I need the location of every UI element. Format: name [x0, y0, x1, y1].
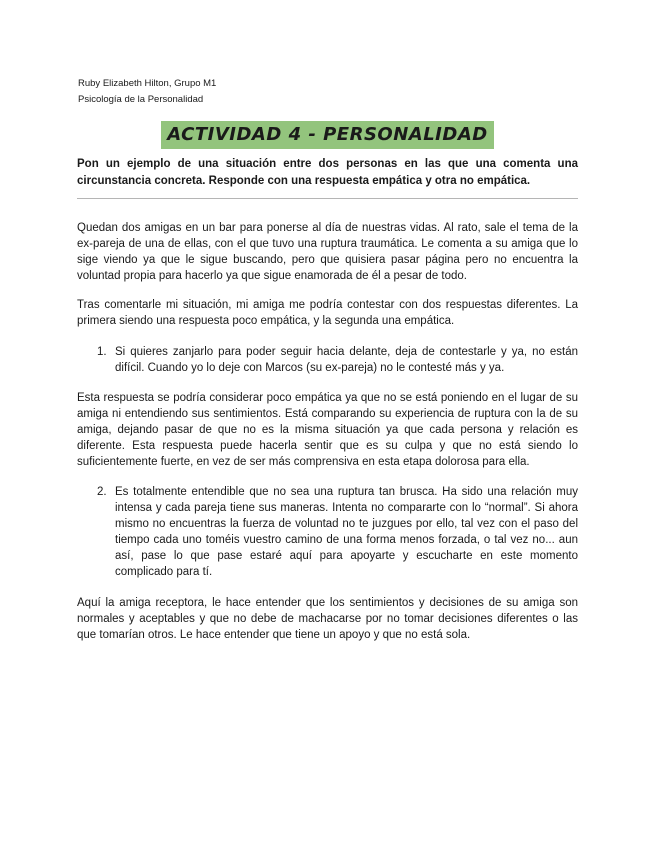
page-title: ACTIVIDAD 4 - PERSONALIDAD	[161, 121, 493, 149]
paragraph-empathic-analysis: Aquí la amiga receptora, le hace entender que los sentimientos y decisiones de su amiga son normales y aceptables y que no debe de machacarse por no tomar decisiones diferentes o las que tomarían otros. Le hace entender que tiene un apoyo y que no está sola.	[77, 597, 578, 641]
list-item-number: 1.	[97, 346, 107, 358]
activity-prompt: Pon un ejemplo de una situación entre dos personas en las que una comenta una circunstancia concreta. Responde con una respuesta empática y otra no empática.	[77, 158, 578, 187]
list-item	[97, 484, 578, 580]
list-item	[97, 344, 578, 376]
paragraph-non-empathic-analysis: Esta respuesta se podría considerar poco empática ya que no se está poniendo en el lugar de su amiga ni entendiendo sus sentimientos. Está comparando su experiencia de ruptura con la de su amiga, dejando pasar de que no es la misma situación ya que cada persona y relación es diferente. Esta respuesta puede hacerla sentir que es su culpa y que no está siendo lo suficientemente fuerte, en vez de ser más comprensiva en esta etapa dolorosa para ella.	[77, 392, 578, 468]
document-header	[78, 76, 216, 108]
author-line: Ruby Elizabeth Hilton, Grupo M1	[78, 78, 217, 89]
list-item-text: Es totalmente entendible que no sea una ruptura tan brusca. Ha sido una relación muy intensa y cada pareja tiene sus maneras. Intenta no compararte con lo “normal”. Si ahora mismo no encuentras la fuerza de voluntad no te juzgues por ello, tal vez con el paso del tiempo cada uno toméis vuestro camino de una forma menos forzada, o tal vez no... aun así, pase lo que pase estaré aquí para apoyarte y escucharte en este momento complicado para tí.	[115, 486, 578, 578]
list-item-number: 2.	[97, 486, 107, 498]
course-line: Psicología de la Personalidad	[78, 94, 204, 105]
paragraph-intro-responses: Tras comentarle mi situación, mi amiga me podría contestar con dos respuestas diferentes. La primera siendo una respuesta poco empática, y la segunda una empática.	[77, 299, 578, 327]
horizontal-divider	[77, 198, 578, 199]
paragraph-situation: Quedan dos amigas en un bar para ponerse al día de nuestras vidas. Al rato, sale el tema de la ex-pareja de una de ellas, con el que tuvo una ruptura traumática. Le comenta a su amiga que lo sige viendo ya que le sigue buscando, pero que quisiera pasar página pero no encuentra la voluntad propia para hacerlo ya que sigue enamorada de él a pesar de todo.	[77, 222, 578, 282]
title-container	[0, 121, 655, 149]
list-item-text: Si quieres zanjarlo para poder seguir hacia delante, deja de contestarle y ya, no están difícil. Cuando yo lo deje con Marcos (su ex-pareja) no le contesté más y ya.	[115, 346, 578, 374]
